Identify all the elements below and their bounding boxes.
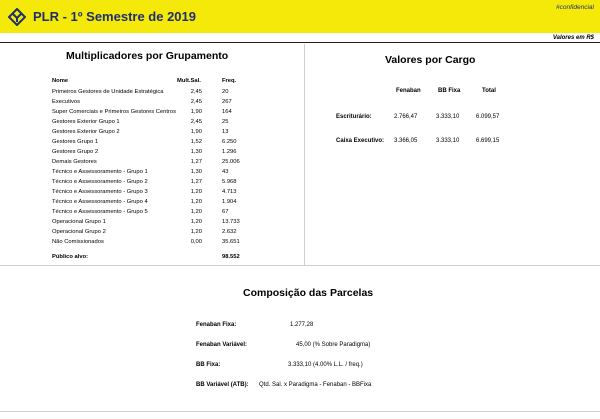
row-freq: 20 xyxy=(222,89,229,95)
row-nome: Técnico e Assessoramento - Grupo 1 xyxy=(52,169,148,175)
row-freq: 25 xyxy=(222,119,229,125)
table-row xyxy=(52,229,282,239)
row-freq: 1.296 xyxy=(222,149,237,155)
row-mult: 1,20 xyxy=(190,189,202,195)
bb-fixa-value: 3.333,10 (4.00% L.L. / freq.) xyxy=(288,362,363,368)
table-row xyxy=(52,89,282,99)
table-row xyxy=(52,109,282,119)
row-freq: 2.632 xyxy=(222,229,237,235)
row-freq: 6.250 xyxy=(222,139,237,145)
multiplicadores-title: Multiplicadores por Grupamento xyxy=(66,50,229,62)
confidential-label: #confidencial xyxy=(556,4,594,11)
row-nome: Gestores Grupo 1 xyxy=(52,139,99,145)
row-mult: 1,20 xyxy=(190,219,202,225)
table-row xyxy=(52,129,282,139)
table-row xyxy=(52,169,282,179)
col-mult-header: Mult.Sal. xyxy=(177,78,201,84)
row-freq: 43 xyxy=(222,169,229,175)
row-mult: 1,20 xyxy=(190,199,202,205)
row-mult: 1,90 xyxy=(190,129,202,135)
row-freq: 164 xyxy=(222,109,232,115)
col-total-header: Total xyxy=(482,88,496,94)
total-label: Público alvo: xyxy=(52,254,89,260)
row-mult: 1,90 xyxy=(190,109,202,115)
caixa-fenaban: 3.366,05 xyxy=(394,138,418,144)
row-mult: 1,27 xyxy=(190,159,202,165)
header-bar xyxy=(0,0,600,33)
escriturario-fenaban: 2.766,47 xyxy=(394,114,418,120)
table-row xyxy=(52,99,282,109)
row-nome: Gestores Exterior Grupo 1 xyxy=(52,119,120,125)
row-mult: 2,45 xyxy=(190,89,202,95)
row-freq: 5.968 xyxy=(222,179,237,185)
bb-variavel-label: BB Variável (ATB): xyxy=(196,382,249,388)
row-nome: Técnico e Assessoramento - Grupo 5 xyxy=(52,209,148,215)
cargo-caixa-label: Caixa Executivo: xyxy=(336,138,385,144)
fenaban-variavel-value: 45,00 (% Sobre Paradigma) xyxy=(296,342,371,348)
horizontal-divider xyxy=(0,265,600,266)
row-nome: Técnico e Assessoramento - Grupo 2 xyxy=(52,179,148,185)
escriturario-bbfixa: 3.333,10 xyxy=(436,114,460,120)
col-bbfixa-header: BB Fixa xyxy=(438,88,461,94)
table-row xyxy=(52,219,282,229)
row-nome: Demais Gestores xyxy=(52,159,97,165)
vertical-divider xyxy=(304,44,305,265)
row-freq: 13 xyxy=(222,129,229,135)
row-mult: 2,45 xyxy=(190,119,202,125)
row-nome: Gestores Grupo 2 xyxy=(52,149,99,155)
page-title: PLR - 1º Semestre de 2019 xyxy=(33,9,196,24)
col-nome-header: Nome xyxy=(52,78,69,84)
row-freq: 4.713 xyxy=(222,189,237,195)
bottom-divider xyxy=(0,411,600,412)
table-row xyxy=(52,209,282,219)
row-nome: Não Comissionados xyxy=(52,239,104,245)
cargo-escriturario-label: Escriturário: xyxy=(336,114,372,120)
table-header-row xyxy=(52,78,282,88)
col-fenaban-header: Fenaban xyxy=(396,88,421,94)
row-freq: 267 xyxy=(222,99,232,105)
row-mult: 0,00 xyxy=(190,239,202,245)
valores-title: Valores por Cargo xyxy=(385,54,476,66)
subtitle-bar xyxy=(0,33,600,43)
bb-fixa-label: BB Fixa: xyxy=(196,362,221,368)
table-row xyxy=(52,189,282,199)
fenaban-variavel-label: Fenaban Variável: xyxy=(196,342,248,348)
fenaban-fixa-label: Fenaban Fixa: xyxy=(196,322,237,328)
currency-note: Valores em R$ xyxy=(552,35,594,41)
caixa-bbfixa: 3.333,10 xyxy=(436,138,460,144)
table-row xyxy=(52,149,282,159)
table-row xyxy=(52,239,282,249)
row-mult: 2,45 xyxy=(190,99,202,105)
row-freq: 67 xyxy=(222,209,229,215)
fenaban-fixa-value: 1.277,28 xyxy=(290,322,314,328)
bb-variavel-value: Qtd. Sal. x Paradigma - Fenaban - BBFixa xyxy=(259,382,372,388)
row-mult: 1,52 xyxy=(190,139,202,145)
row-freq: 1.904 xyxy=(222,199,237,205)
table-row xyxy=(52,199,282,209)
table-row xyxy=(52,179,282,189)
row-nome: Operacional Grupo 1 xyxy=(52,219,106,225)
bank-logo-icon xyxy=(8,8,26,26)
row-nome: Executivos xyxy=(52,99,81,105)
row-nome: Super Comerciais e Primeiros Gestores Centros xyxy=(52,109,177,115)
row-freq: 25.006 xyxy=(222,159,240,165)
col-freq-header: Freq. xyxy=(222,78,237,84)
row-freq: 13.733 xyxy=(222,219,240,225)
row-nome: Operacional Grupo 2 xyxy=(52,229,106,235)
row-nome: Gestores Exterior Grupo 2 xyxy=(52,129,120,135)
escriturario-total: 6.099,57 xyxy=(476,114,500,120)
total-row xyxy=(52,254,282,264)
row-nome: Primeiros Gestores de Unidade Estratégica xyxy=(52,89,164,95)
row-mult: 1,20 xyxy=(190,209,202,215)
table-row xyxy=(52,159,282,169)
row-nome: Técnico e Assessoramento - Grupo 3 xyxy=(52,189,148,195)
row-mult: 1,20 xyxy=(190,229,202,235)
row-mult: 1,30 xyxy=(190,169,202,175)
table-row xyxy=(52,139,282,149)
row-mult: 1,30 xyxy=(190,149,202,155)
row-mult: 1,27 xyxy=(190,179,202,185)
caixa-total: 6.699,15 xyxy=(476,138,500,144)
table-row xyxy=(52,119,282,129)
row-freq: 35.651 xyxy=(222,239,240,245)
total-value: 98.552 xyxy=(222,254,240,260)
row-nome: Técnico e Assessoramento - Grupo 4 xyxy=(52,199,148,205)
composicao-title: Composição das Parcelas xyxy=(243,287,374,299)
